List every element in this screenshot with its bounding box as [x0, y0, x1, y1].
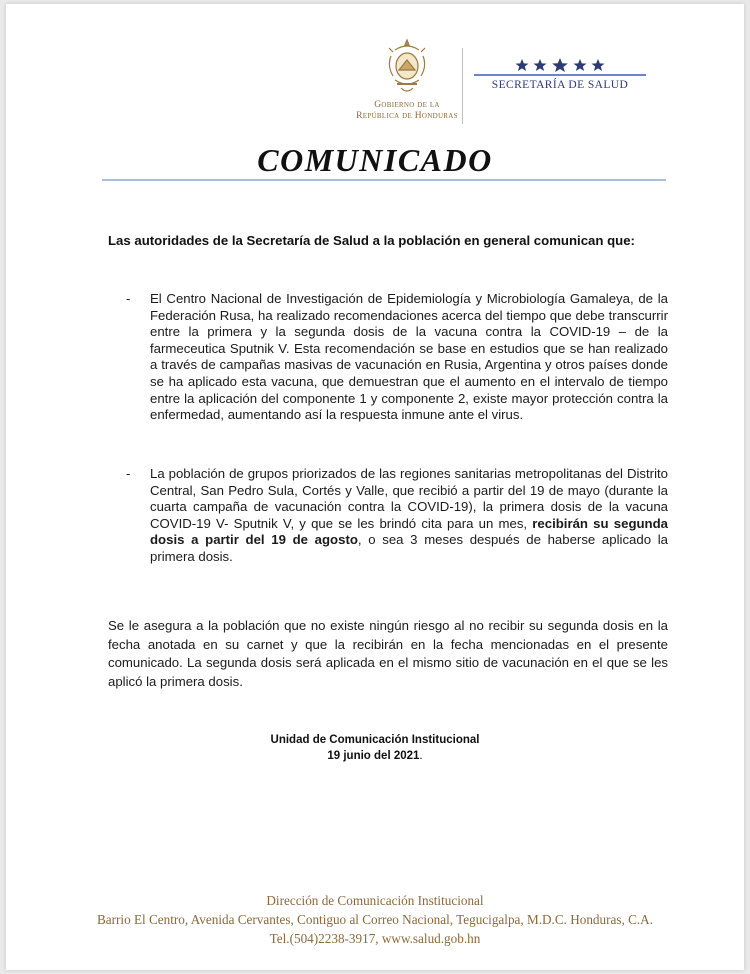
bullet-highlight: recibirán su segunda dosis a partir del 19 de agosto — [150, 515, 668, 548]
footer-contact: Tel.(504)2238-3917, www.salud.gob.hn — [269, 931, 481, 946]
signature-date: 19 junio del 2021 — [327, 750, 420, 762]
ministry-name: SECRETARÍA DE SALUD — [491, 79, 629, 91]
bullet-text-end: , o sea 3 meses después de haberse aplicado la primera dosis. — [150, 532, 668, 564]
signature-date-line — [0, 748, 750, 764]
title-underline — [102, 179, 666, 181]
bullet-dash: - — [126, 291, 131, 306]
footer-address: Barrio El Centro, Avenida Cervantes, Contiguo al Correo Nacional, Tegucigalpa, M.D.C. Honduras, C.A. — [96, 912, 653, 927]
bullet-text: La población de grupos priorizados de las regiones sanitarias metropolitanas del Distrito Central, San Pedro Sula, Cortés y Valle, que recibió a partir del 19 de mayo (durante la cuarta campaña de vacunación contra la COVID-19), la primera dosis de la vacuna COVID-19 V- Sputnik V, y que se les brindó cita para un mes, — [150, 466, 668, 531]
stars-icon — [515, 58, 605, 72]
header-divider — [462, 48, 463, 124]
intro-statement: Las autoridades de la Secretaría de Salud a la población en general comunican que: — [108, 233, 635, 248]
ministry-logo — [470, 58, 650, 91]
list-item — [126, 466, 668, 566]
footer — [0, 891, 750, 948]
signature-unit: Unidad de Comunicación Institucional — [270, 734, 480, 746]
government-line-1: Gobierno de la — [374, 100, 440, 110]
government-line-2: República de Honduras — [356, 111, 458, 121]
ministry-rule — [474, 74, 646, 76]
bullet-text: El Centro Nacional de Investigación de Epidemiología y Microbiología Gamaleya, de la Federación Rusa, ha realizado recomendaciones acerca del tiempo que debe transcurrir entre la primera y la segunda dosis de la vacuna contra la COVID-19 – de la farmeceutica Sputnik V. Esta recomendación se base en estudios que se han realizado a través de campañas masivas de vacunación en Rusia, Argentina y otros países donde se ha aplicado esta vacuna, que demuestran que el aumento en el intervalo de tiempo entre la aplicación del componente 1 y componente 2, existe mayor protección contra la enfermedad, aumentando así la respuesta inmune ante el virus. — [150, 291, 668, 423]
signature-block — [0, 732, 750, 764]
page-title: COMUNICADO — [257, 142, 493, 178]
list-item — [126, 291, 668, 424]
signature-date-suffix: . — [419, 750, 423, 762]
footer-department: Dirección de Comunicación Institucional — [266, 893, 484, 908]
closing-paragraph: Se le asegura a la población que no existe ningún riesgo al no recibir su segunda dosis en la fecha anotada en su carnet y que la recibirán en la fecha mencionadas en el presente comunicado. La segunda dosis será aplicada en el mismo sitio de vacunación en el que se les aplicó la primera dosis. — [108, 618, 668, 689]
government-logo — [352, 36, 462, 122]
coat-of-arms-icon — [381, 36, 433, 98]
bullet-dash: - — [126, 466, 131, 481]
